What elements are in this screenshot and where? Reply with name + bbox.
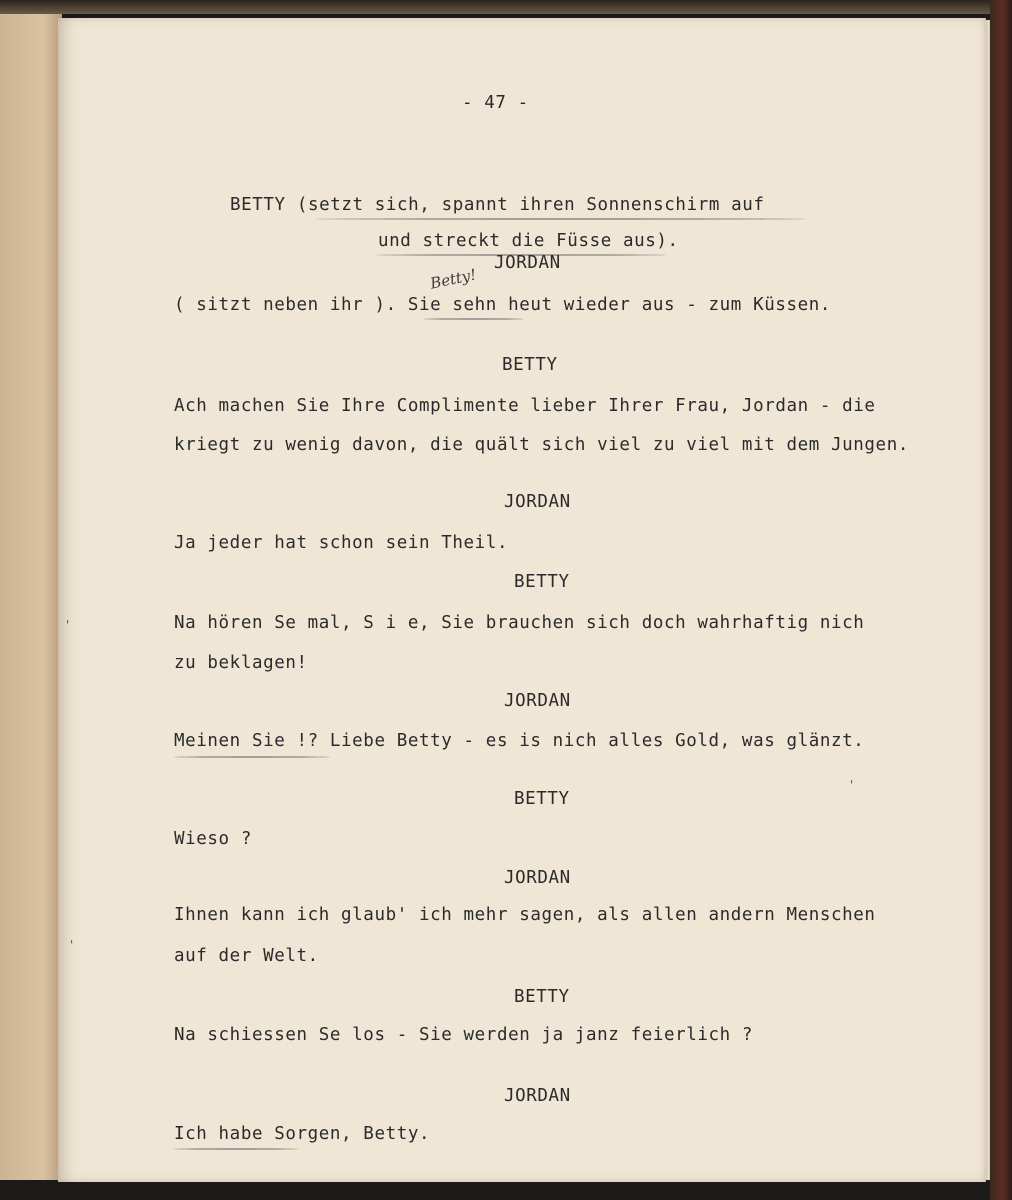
speaker-name: BETTY — [514, 987, 570, 1007]
manuscript-page — [58, 18, 986, 1182]
pencil-underline — [316, 218, 806, 220]
dialogue-line: ( sitzt neben ihr ). Sie sehn heut wieder aus - zum Küssen. — [174, 295, 832, 315]
speaker-name: BETTY — [502, 355, 558, 375]
speaker-name: JORDAN — [504, 868, 571, 888]
dialogue-line: Ich habe Sorgen, Betty. — [174, 1124, 431, 1144]
stage-direction-line-1: BETTY (setzt sich, spannt ihren Sonnenschirm auf — [230, 195, 765, 215]
stage-direction-line-2: und streckt die Füsse aus). — [378, 231, 679, 251]
speaker-name: JORDAN — [504, 492, 571, 512]
page-number: - 47 - — [462, 93, 529, 113]
dialogue-line: auf der Welt. — [174, 946, 319, 966]
dialogue-line: Na hören Se mal, S i e, Sie brauchen sich doch wahrhaftig nich — [174, 613, 865, 633]
dialogue-line: kriegt zu wenig davon, die quält sich viel zu viel mit dem Jungen. — [174, 435, 909, 455]
speaker-name: BETTY — [514, 789, 570, 809]
speaker-name: JORDAN — [494, 253, 561, 273]
dialogue-line: Wieso ? — [174, 829, 252, 849]
dialogue-line: Na schiessen Se los - Sie werden ja janz feierlich ? — [174, 1025, 754, 1045]
pencil-mark: ' — [68, 938, 76, 952]
facing-page-edge — [0, 14, 62, 1180]
dialogue-line: Ja jeder hat schon sein Theil. — [174, 533, 509, 553]
dialogue-line: Ach machen Sie Ihre Complimente lieber Ihrer Frau, Jordan - die — [174, 396, 876, 416]
pencil-mark: ' — [848, 778, 856, 792]
handwritten-annotation: Betty! — [428, 265, 478, 293]
speaker-name: JORDAN — [504, 691, 571, 711]
dialogue-line: Ihnen kann ich glaub' ich mehr sagen, als allen andern Menschen — [174, 905, 876, 925]
pencil-underline — [424, 318, 524, 320]
dialogue-line: zu beklagen! — [174, 653, 308, 673]
dialogue-line: Meinen Sie !? Liebe Betty - es is nich alles Gold, was glänzt. — [174, 731, 865, 751]
pencil-underline — [174, 1148, 298, 1150]
book-cover-edge — [990, 0, 1012, 1200]
pencil-underline — [174, 756, 330, 758]
book-top-edge — [0, 0, 1012, 14]
pencil-mark: ' — [64, 618, 72, 632]
speaker-name: JORDAN — [504, 1086, 571, 1106]
speaker-name: BETTY — [514, 572, 570, 592]
